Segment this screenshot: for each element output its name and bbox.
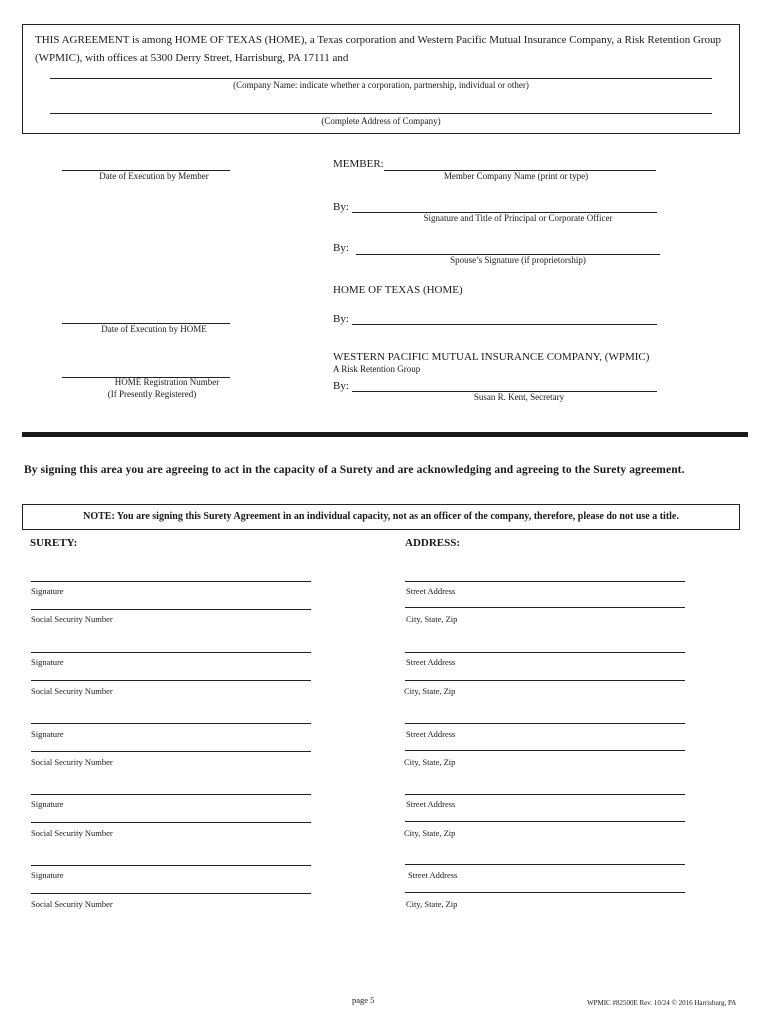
spouse-caption: Spouse’s Signature (if proprietorship)	[450, 255, 586, 265]
city-state-zip-label: City, State, Zip	[404, 757, 456, 767]
ssn-line[interactable]	[31, 822, 311, 823]
city-state-zip-label: City, State, Zip	[406, 614, 458, 624]
signature-line[interactable]	[31, 652, 311, 653]
principal-caption: Signature and Title of Principal or Corporate Officer	[423, 213, 613, 223]
home-signature-line[interactable]	[352, 324, 657, 325]
street-address-line[interactable]	[405, 581, 685, 582]
address-column-header: ADDRESS:	[405, 537, 461, 549]
street-address-label: Street Address	[406, 657, 456, 667]
ssn-label: Social Security Number	[31, 899, 113, 909]
signature-label: Signature	[31, 870, 64, 880]
signature-line[interactable]	[31, 581, 311, 582]
city-state-zip-line[interactable]	[405, 680, 685, 681]
home-title: HOME OF TEXAS (HOME)	[333, 284, 463, 296]
street-address-line[interactable]	[405, 652, 685, 653]
member-label: MEMBER:	[333, 158, 384, 170]
street-address-line[interactable]	[405, 723, 685, 724]
signature-line[interactable]	[31, 865, 311, 866]
ssn-label: Social Security Number	[31, 757, 113, 767]
city-state-zip-line[interactable]	[405, 750, 685, 751]
agreement-text: THIS AGREEMENT is among HOME OF TEXAS (HOME), a Texas corporation and Western Pacific Mutual Insurance Company, a Risk Retention Group (WPMIC), with offices at 5300 Derry Street, Harrisburg, PA 17111 and	[35, 34, 722, 64]
page-number: page 5	[352, 995, 375, 1005]
principal-by-label: By:	[333, 201, 349, 213]
signature-label: Signature	[31, 799, 64, 809]
surety-heading: By signing this area you are agreeing to act in the capacity of a Surety and are acknowledging and agreeing to the Surety agreement.	[24, 464, 685, 476]
registration-caption-2: (If Presently Registered)	[107, 389, 197, 399]
signature-label: Signature	[31, 729, 64, 739]
city-state-zip-line[interactable]	[405, 892, 685, 893]
signature-label: Signature	[31, 586, 64, 596]
ssn-label: Social Security Number	[31, 614, 113, 624]
street-address-label: Street Address	[406, 729, 456, 739]
street-address-line[interactable]	[405, 794, 685, 795]
spouse-by-label: By:	[333, 242, 349, 254]
section-divider	[22, 432, 748, 437]
ssn-label: Social Security Number	[31, 686, 113, 696]
signature-label: Signature	[31, 657, 64, 667]
company-name-caption: (Company Name: indicate whether a corporation, partnership, individual or other)	[233, 80, 529, 90]
company-address-line[interactable]	[50, 113, 712, 114]
city-state-zip-line[interactable]	[405, 607, 685, 608]
ssn-line[interactable]	[31, 893, 311, 894]
ssn-label: Social Security Number	[31, 828, 113, 838]
city-state-zip-label: City, State, Zip	[404, 828, 456, 838]
ssn-line[interactable]	[31, 609, 311, 610]
wpmic-by-label: By:	[333, 380, 349, 392]
street-address-line[interactable]	[405, 864, 685, 865]
surety-note: NOTE: You are signing this Surety Agreement in an individual capacity, not as an officer of the company, therefore, please do not use a title.	[22, 504, 740, 530]
signature-line[interactable]	[31, 723, 311, 724]
secretary-caption: Susan R. Kent, Secretary	[473, 392, 565, 402]
wpmic-subtitle: A Risk Retention Group	[333, 364, 421, 374]
surety-column-header: SURETY:	[30, 537, 78, 549]
city-state-zip-label: City, State, Zip	[406, 899, 458, 909]
street-address-label: Street Address	[408, 870, 458, 880]
home-by-label: By:	[333, 313, 349, 325]
signature-line[interactable]	[31, 794, 311, 795]
company-name-line[interactable]	[50, 78, 712, 79]
city-state-zip-line[interactable]	[405, 821, 685, 822]
registration-caption-1: HOME Registration Number	[114, 377, 220, 387]
form-revision: WPMIC #82500E Rev. 10/24 © 2016 Harrisburg, PA	[587, 999, 737, 1007]
ssn-line[interactable]	[31, 680, 311, 681]
city-state-zip-label: City, State, Zip	[404, 686, 456, 696]
street-address-label: Street Address	[406, 586, 456, 596]
company-address-caption: (Complete Address of Company)	[321, 116, 441, 126]
street-address-label: Street Address	[406, 799, 456, 809]
ssn-line[interactable]	[31, 751, 311, 752]
date-home-caption: Date of Execution by HOME	[101, 324, 207, 334]
wpmic-title: WESTERN PACIFIC MUTUAL INSURANCE COMPANY, (WPMIC)	[333, 351, 650, 363]
member-name-caption: Member Company Name (print or type)	[443, 171, 589, 181]
date-member-caption: Date of Execution by Member	[99, 171, 209, 181]
